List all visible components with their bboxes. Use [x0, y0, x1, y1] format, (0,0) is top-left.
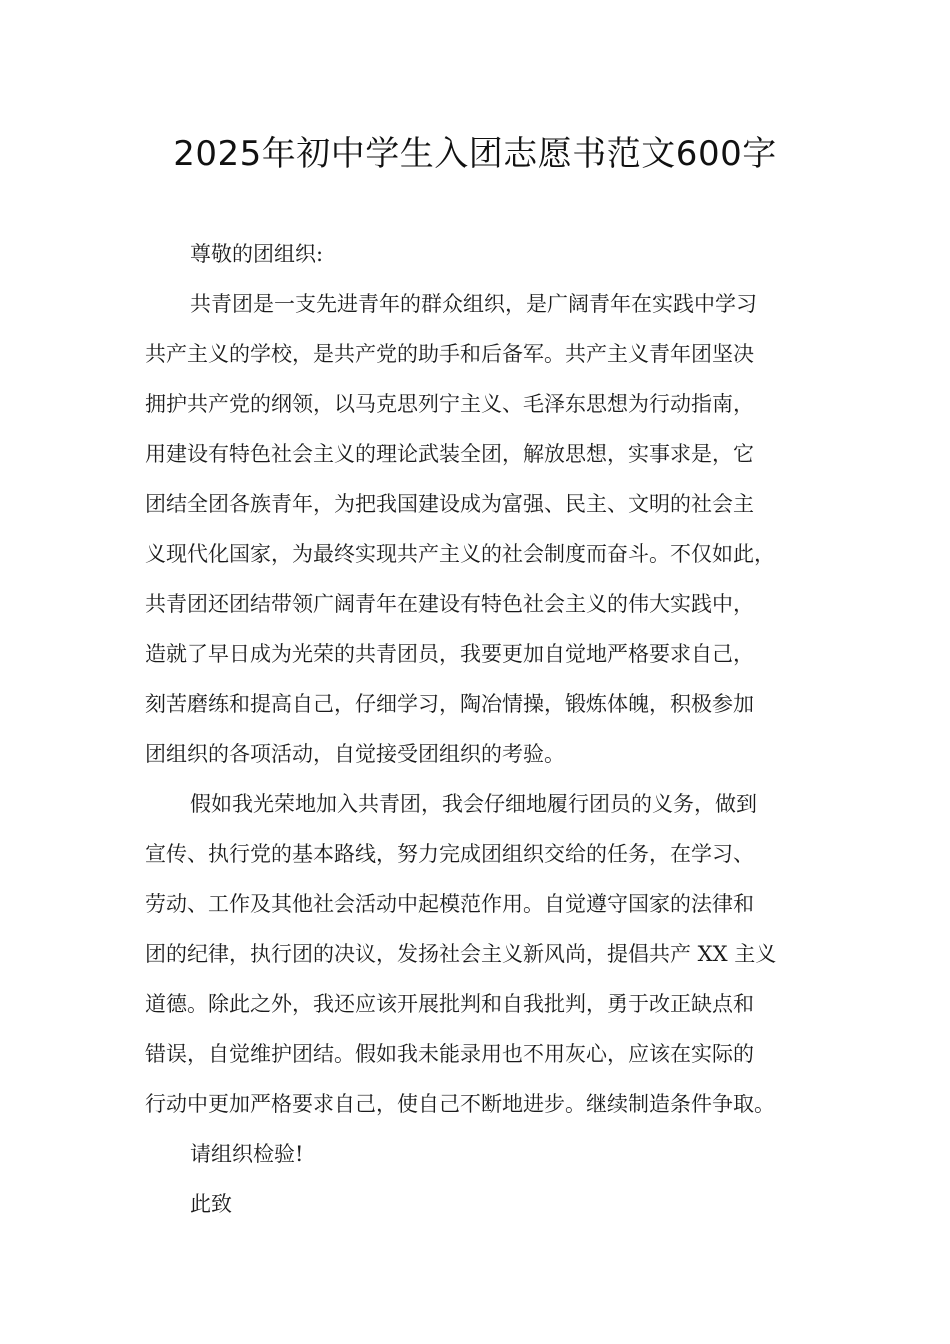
text-line: 共产主义的学校，是共产党的助手和后备军。共产主义青年团坚决 — [145, 342, 754, 366]
text-line: 团结全团各族青年，为把我国建设成为富强、民主、文明的社会主 — [145, 492, 754, 516]
text-line: 尊敬的团组织: — [190, 242, 324, 266]
text-line: 造就了早日成为光荣的共青团员，我要更加自觉地严格要求自己， — [145, 642, 754, 666]
text-line: 团的纪律，执行团的决议，发扬社会主义新风尚，提倡共产 XX 主义 — [145, 942, 777, 966]
text-line: 刻苦磨练和提高自己，仔细学习，陶冶情操，锻炼体魄，积极参加 — [145, 692, 754, 716]
text-line: 行动中更加严格要求自己，使自己不断地进步。继续制造条件争取。 — [145, 1092, 775, 1116]
text-line: 假如我光荣地加入共青团，我会仔细地履行团员的义务，做到 — [190, 792, 757, 816]
text-line: 道德。除此之外，我还应该开展批判和自我批判，勇于改正缺点和 — [145, 992, 754, 1016]
document-body — [145, 229, 825, 1229]
text-line: 拥护共产党的纲领，以马克思列宁主义、毛泽东思想为行动指南， — [145, 392, 754, 416]
text-line: 共青团是一支先进青年的群众组织，是广阔青年在实践中学习 — [190, 292, 757, 316]
document-title: 2025年初中学生入团志愿书范文600字 — [173, 134, 777, 174]
text-line: 宣传、执行党的基本路线，努力完成团组织交给的任务，在学习、 — [145, 842, 754, 866]
text-line: 请组织检验! — [190, 1142, 304, 1166]
text-line: 义现代化国家，为最终实现共产主义的社会制度而奋斗。不仅如此， — [145, 542, 775, 566]
text-line: 劳动、工作及其他社会活动中起模范作用。自觉遵守国家的法律和 — [145, 892, 754, 916]
text-line: 用建设有特色社会主义的理论武装全团，解放思想，实事求是，它 — [145, 442, 754, 466]
text-line: 共青团还团结带领广阔青年在建设有特色社会主义的伟大实践中， — [145, 592, 754, 616]
text-line: 此致 — [190, 1192, 232, 1216]
text-line: 团组织的各项活动，自觉接受团组织的考验。 — [145, 742, 565, 766]
text-line: 错误，自觉维护团结。假如我未能录用也不用灰心，应该在实际的 — [145, 1042, 754, 1066]
